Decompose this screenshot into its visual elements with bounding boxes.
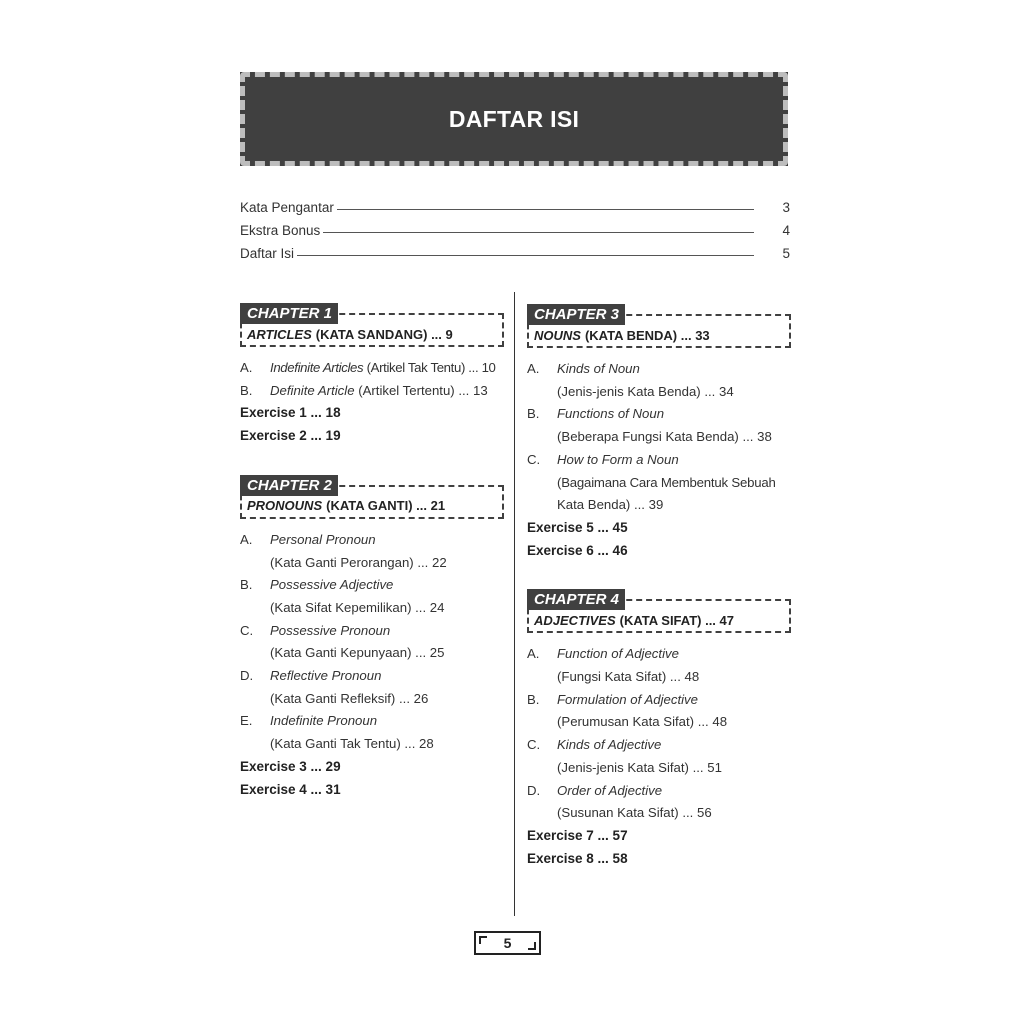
- exercise-link[interactable]: Exercise 4 ... 31: [240, 781, 341, 797]
- chapter-2-header[interactable]: [240, 475, 504, 519]
- item-title-en: Indefinite Pronoun: [270, 713, 378, 729]
- front-matter-page: 5: [782, 246, 790, 261]
- toc-item[interactable]: [240, 620, 504, 665]
- chapter-tab: CHAPTER 2: [240, 475, 338, 496]
- right-column: [527, 304, 791, 870]
- front-matter-page: 3: [782, 200, 790, 215]
- chapter-title-en: PRONOUNS: [247, 498, 323, 514]
- page-title: DAFTAR ISI: [448, 105, 580, 132]
- toc-item[interactable]: [527, 643, 791, 688]
- chapter-title-rest: (KATA SIFAT) ... 47: [619, 612, 734, 628]
- item-title-en: Possessive Pronoun: [270, 622, 391, 638]
- item-title-en: Kinds of Noun: [557, 361, 640, 376]
- item-title-id: (Artikel Tertentu) ... 13: [354, 382, 488, 398]
- item-title-id: (Perumusan Kata Sifat) ... 48: [557, 714, 728, 730]
- item-title-en: Personal Pronoun: [270, 531, 376, 547]
- chapter-tab: CHAPTER 1: [240, 303, 338, 324]
- item-title-id: (Fungsi Kata Sifat) ... 48: [557, 669, 700, 685]
- item-title-id: (Kata Ganti Tak Tentu) ... 28: [270, 736, 434, 752]
- item-title-en: Reflective Pronoun: [270, 668, 382, 684]
- exercise-link[interactable]: Exercise 1 ... 18: [240, 405, 341, 421]
- toc-item[interactable]: [240, 380, 504, 403]
- exercise-link[interactable]: Exercise 8 ... 58: [527, 850, 628, 866]
- toc-item[interactable]: [527, 403, 791, 448]
- exercise-link[interactable]: Exercise 2 ... 19: [240, 428, 341, 444]
- item-letter: A.: [240, 531, 253, 547]
- item-letter: C.: [527, 737, 541, 753]
- corner-mark-icon: [528, 942, 536, 950]
- front-matter-row[interactable]: [240, 215, 790, 238]
- toc-item[interactable]: [527, 449, 791, 517]
- front-matter-row[interactable]: [240, 192, 790, 215]
- front-matter-list: [240, 192, 790, 261]
- front-matter-row[interactable]: [240, 238, 790, 261]
- chapter-tab: CHAPTER 4: [527, 589, 625, 610]
- leader-line: [297, 255, 754, 256]
- item-letter: A.: [240, 360, 253, 375]
- front-matter-label: Daftar Isi: [240, 246, 295, 261]
- leader-line: [323, 232, 754, 233]
- toc-item[interactable]: [240, 665, 504, 710]
- front-matter-label: Ekstra Bonus: [240, 223, 321, 238]
- item-letter: C.: [527, 451, 541, 467]
- item-title-id: (Beberapa Fungsi Kata Benda) ... 38: [557, 429, 772, 445]
- page-number: 5: [503, 935, 512, 951]
- toc-item[interactable]: [240, 574, 504, 619]
- item-title-id: (Kata Ganti Refleksif) ... 26: [270, 690, 429, 706]
- exercise-link[interactable]: Exercise 3 ... 29: [240, 758, 341, 774]
- front-matter-label: Kata Pengantar: [240, 200, 334, 215]
- left-column: [240, 303, 504, 801]
- chapter-title-rest: (KATA BENDA) ... 33: [584, 327, 710, 343]
- item-title-en: Indefinite Articles: [270, 360, 364, 375]
- title-banner: [240, 72, 788, 166]
- item-title-id-cont: Kata Benda) ... 39: [557, 497, 664, 513]
- item-title-id: (Bagaimana Cara Membentuk Sebuah: [557, 474, 776, 490]
- item-title-en: Order of Adjective: [557, 782, 663, 798]
- item-letter: C.: [240, 622, 254, 638]
- front-matter-page: 4: [782, 223, 790, 238]
- toc-item[interactable]: [527, 780, 791, 825]
- item-title-id: (Artikel Tak Tentu) ... 10: [363, 360, 496, 375]
- item-title-id: (Kata Ganti Kepunyaan) ... 25: [270, 645, 445, 661]
- toc-item[interactable]: [240, 529, 504, 574]
- toc-item[interactable]: [527, 358, 791, 403]
- toc-item[interactable]: [527, 734, 791, 779]
- exercise-link[interactable]: Exercise 5 ... 45: [527, 519, 628, 535]
- chapter-title-en: NOUNS: [534, 327, 581, 343]
- page-number-box: [474, 931, 541, 955]
- exercise-link[interactable]: Exercise 7 ... 57: [527, 827, 628, 843]
- chapter-tab: CHAPTER 3: [527, 304, 625, 325]
- item-title-en: Kinds of Adjective: [557, 737, 662, 753]
- item-letter: A.: [527, 646, 540, 662]
- item-title-en: Possessive Adjective: [270, 577, 394, 593]
- chapter-title-rest: (KATA SANDANG) ... 9: [315, 326, 453, 342]
- toc-item[interactable]: [240, 710, 504, 755]
- item-title-id: (Jenis-jenis Kata Benda) ... 34: [557, 383, 734, 399]
- chapter-4-header[interactable]: [527, 589, 791, 633]
- toc-item[interactable]: [527, 689, 791, 734]
- item-letter: B.: [240, 577, 253, 593]
- item-title-id: (Kata Ganti Perorangan) ... 22: [270, 554, 447, 570]
- item-title-en: How to Form a Noun: [557, 451, 679, 467]
- exercise-link[interactable]: Exercise 6 ... 46: [527, 542, 628, 558]
- chapter-title-en: ADJECTIVES: [534, 612, 616, 628]
- item-letter: D.: [527, 782, 541, 798]
- item-title-en: Functions of Noun: [557, 406, 665, 422]
- item-letter: A.: [527, 361, 540, 376]
- item-title-id: (Kata Sifat Kepemilikan) ... 24: [270, 599, 445, 615]
- item-letter: B.: [527, 691, 540, 707]
- item-title-en: Definite Article: [270, 382, 355, 398]
- column-divider: [514, 292, 515, 916]
- corner-mark-icon: [479, 936, 487, 944]
- item-letter: D.: [240, 668, 254, 684]
- chapter-3-header[interactable]: [527, 304, 791, 348]
- item-letter: B.: [240, 382, 253, 398]
- item-title-en: Function of Adjective: [557, 646, 679, 662]
- chapter-title-en: ARTICLES: [247, 326, 312, 342]
- item-letter: B.: [527, 406, 540, 422]
- leader-line: [337, 209, 754, 210]
- toc-item[interactable]: [240, 357, 504, 380]
- chapter-title-rest: (KATA GANTI) ... 21: [326, 498, 446, 514]
- item-title-id: (Susunan Kata Sifat) ... 56: [557, 805, 712, 821]
- item-title-id: (Jenis-jenis Kata Sifat) ... 51: [557, 759, 722, 775]
- chapter-1-header[interactable]: [240, 303, 504, 347]
- item-letter: E.: [240, 713, 253, 729]
- item-title-en: Formulation of Adjective: [557, 691, 698, 707]
